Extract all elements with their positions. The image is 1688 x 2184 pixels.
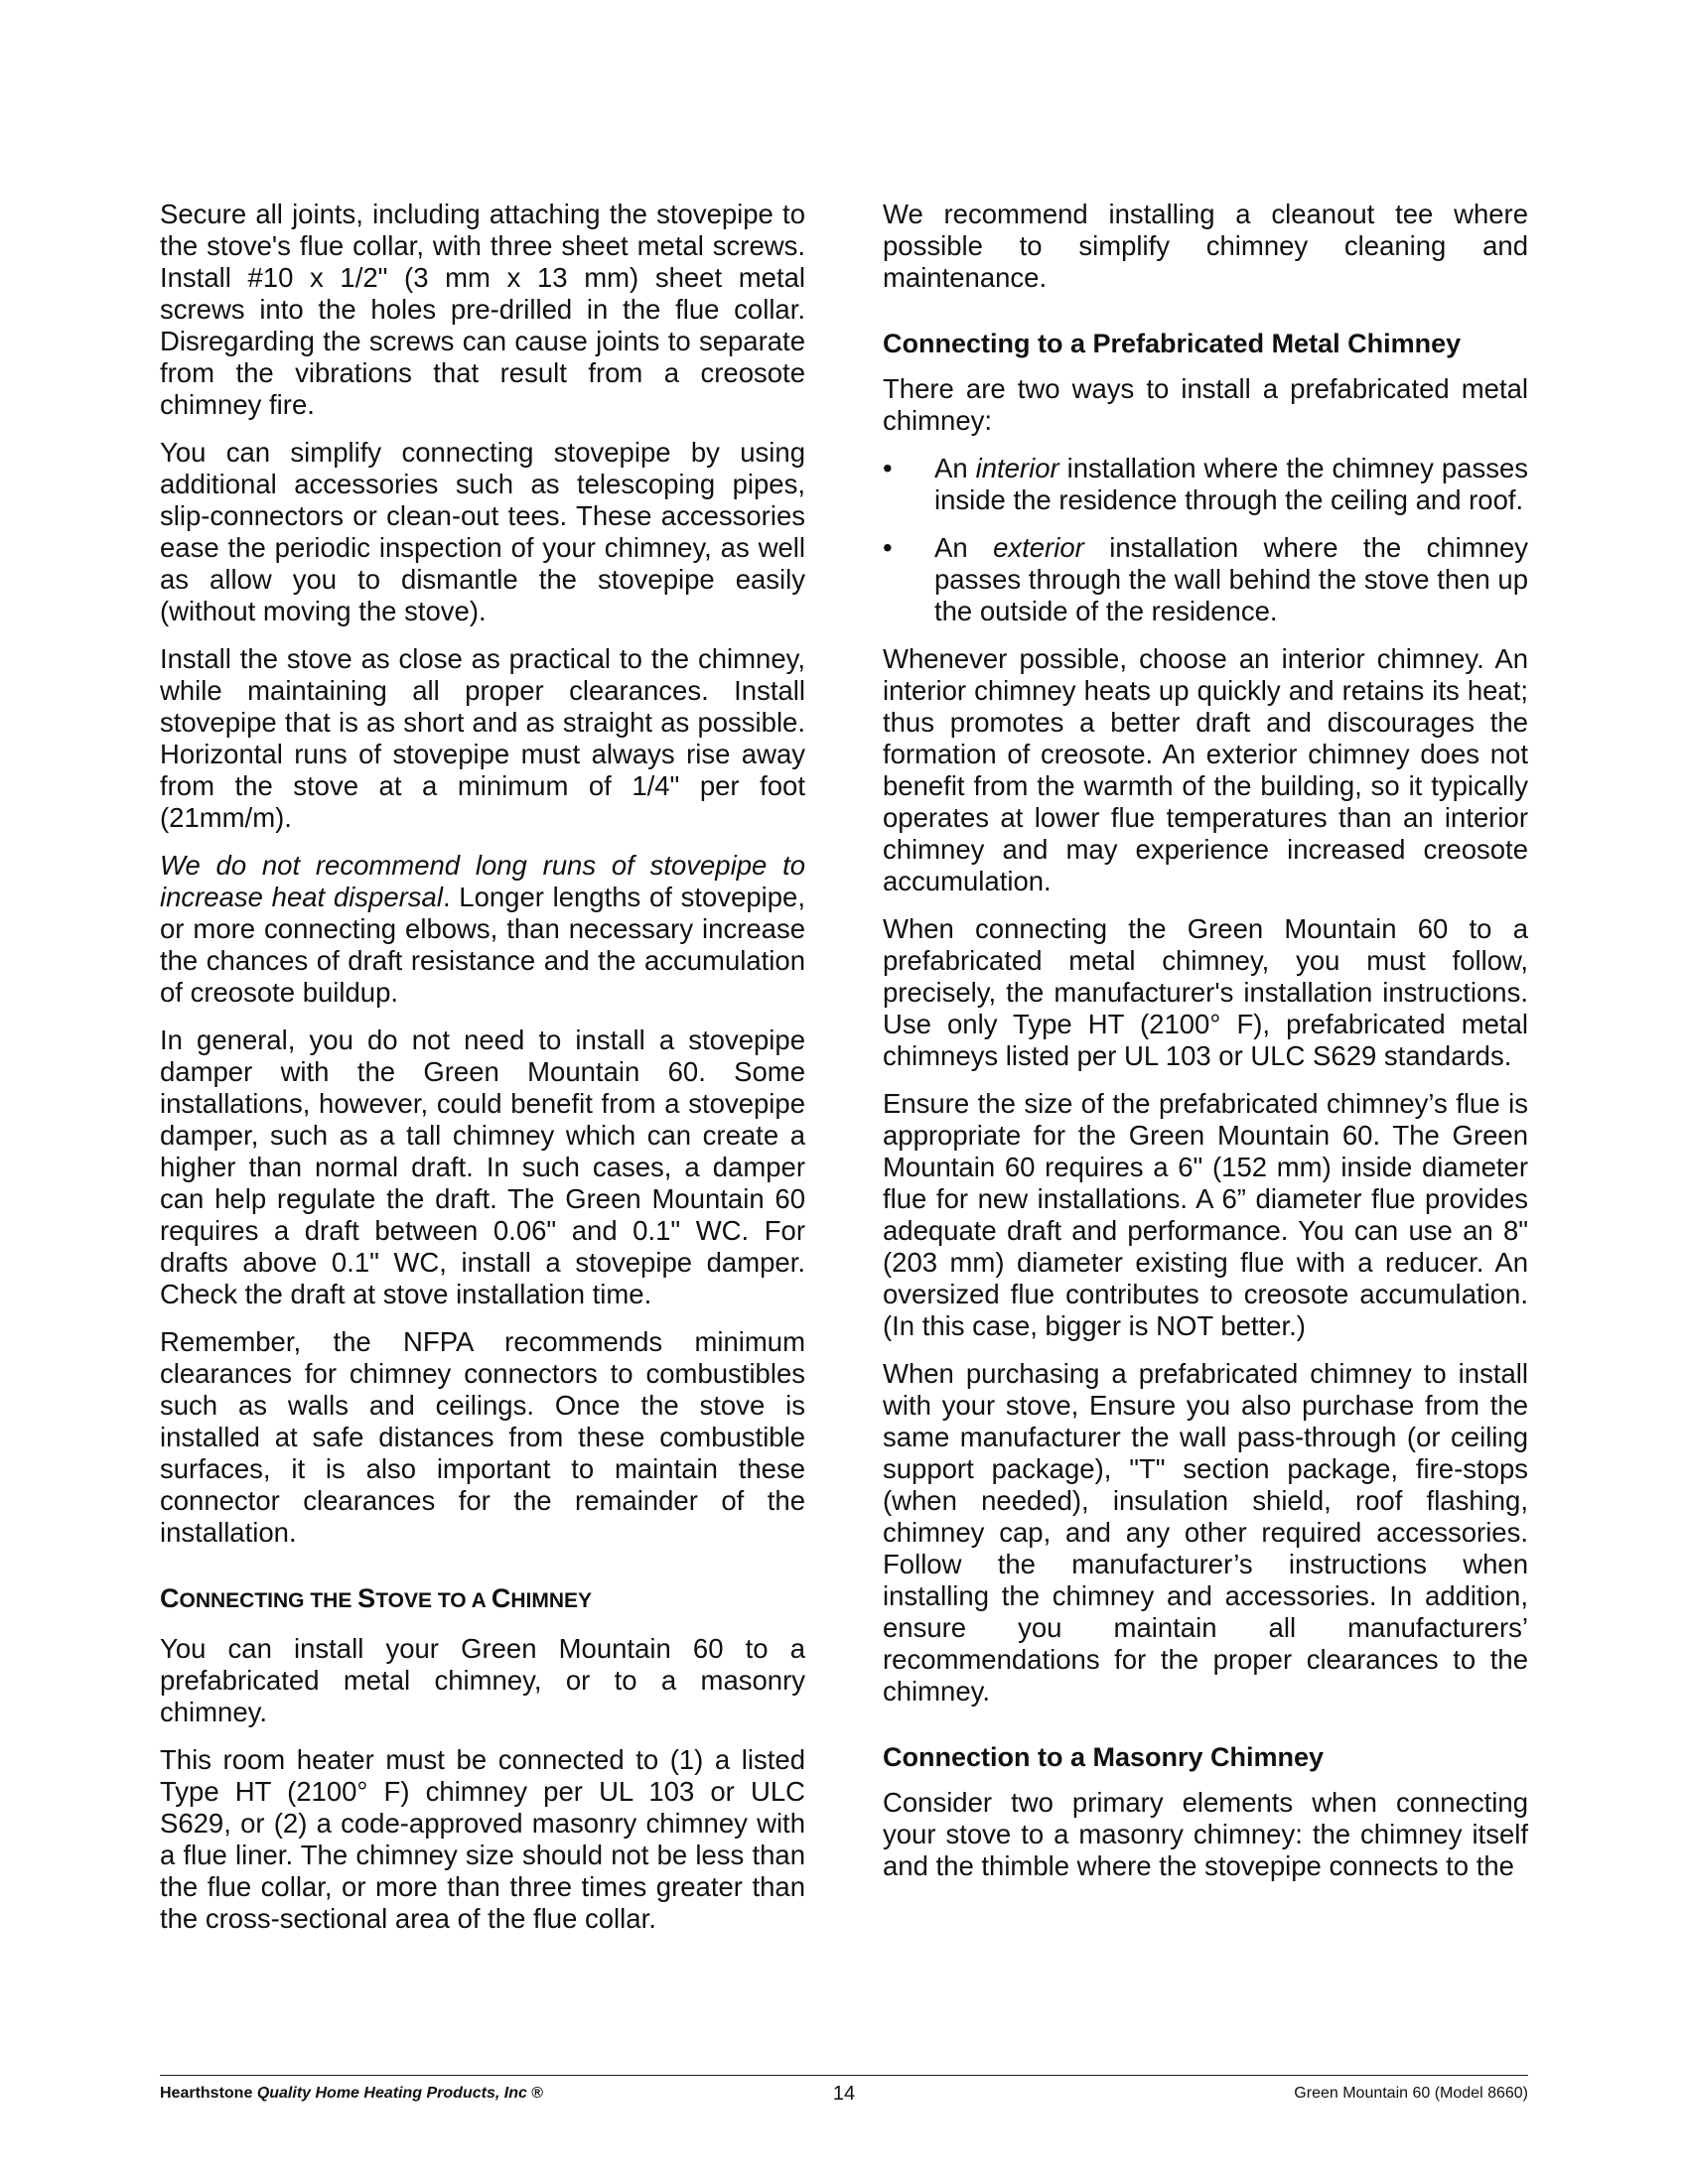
subsection-heading: Connecting to a Prefabricated Metal Chimney xyxy=(883,329,1462,358)
paragraph: When purchasing a prefabricated chimney to install with your stove, Ensure you also purchase from the same manufacturer the wall pass-through (or ceiling support package), "T" section package, fire-stops (when needed), insulation shield, roof flashing, chimney cap, and any other required accessories. Follow the manufacturer’s instructions when installing the chimney and accessories. In addition, ensure you maintain all manufacturers’ recommendations for the proper clearances to the chimney. xyxy=(883,1358,1528,1706)
heading-cap: S xyxy=(357,1583,376,1613)
left-column xyxy=(160,199,805,1951)
list-item xyxy=(883,453,1528,516)
section-heading xyxy=(160,1582,805,1617)
company-tagline: Quality Home Heating Products, Inc xyxy=(256,2085,527,2102)
paragraph xyxy=(160,850,805,1009)
page-footer xyxy=(160,2081,1528,2107)
paragraph: We recommend installing a cleanout tee where possible to simplify chimney cleaning and maintenance. xyxy=(883,199,1528,293)
paragraph: Remember, the NFPA recommends minimum clearances for chimney connectors to combustibles such as walls and ceilings. Once the stove is installed at safe distances from these combustible surfaces, it is also important to maintain these connector clearances for the remainder of the installation. xyxy=(160,1326,805,1548)
list-item-text: installation where the chimney passes through the wall behind the stove then up the outside of the residence. xyxy=(934,532,1528,626)
footer-divider xyxy=(160,2075,1528,2076)
paragraph: Secure all joints, including attaching the stovepipe to the stove's flue collar, with three sheet metal screws. Install #10 x 1/2" (3 mm x 13 mm) sheet metal screws into the holes pre-drilled in the flue collar. Disregarding the screws can cause joints to separate from the vibrations that result from a creosote chimney fire. xyxy=(160,199,805,420)
heading-small-caps: ONNECTING THE xyxy=(179,1589,358,1612)
paragraph-text: . Longer lengths of stovepipe, or more connecting elbows, than necessary increase the chances of draft resistance and the accumulation of creosote buildup. xyxy=(160,882,805,1008)
paragraph: There are two ways to install a prefabricated metal chimney: xyxy=(883,373,1528,436)
paragraph: When connecting the Green Mountain 60 to a prefabricated metal chimney, you must follow, precisely, the manufacturer's installation instructions. Use only Type HT (2100° F), prefabricated metal chimneys listed per UL 103 or ULC S629 standards. xyxy=(883,913,1528,1071)
subsection-heading: Connection to a Masonry Chimney xyxy=(883,1742,1325,1772)
paragraph: You can simplify connecting stovepipe by using additional accessories such as telescoping pipes, slip-connectors or clean-out tees. These accessories ease the periodic inspection of your chimney, as well as allow you to dismantle the stovepipe easily (without moving the stove). xyxy=(160,437,805,626)
paragraph: Ensure the size of the prefabricated chimney’s flue is appropriate for the Green Mountain 60. The Green Mountain 60 requires a 6" (152 mm) inside diameter flue for new installations. A 6” diameter flue provides adequate draft and performance. You can use an 8" (203 mm) diameter existing flue with a reducer. An oversized flue contributes to creosote accumulation. (In this case, bigger is NOT better.) xyxy=(883,1088,1528,1341)
bullet-icon: • xyxy=(883,453,893,483)
registered-mark: ® xyxy=(526,2085,544,2102)
list-item-text: An xyxy=(934,453,976,483)
bullet-icon: • xyxy=(883,532,893,563)
paragraph: Consider two primary elements when connecting your stove to a masonry chimney: the chimney itself and the thimble where the stovepipe connects to the xyxy=(883,1787,1528,1881)
paragraph: Install the stove as close as practical to the chimney, while maintaining all proper clearances. Install stovepipe that is as short and as straight as possible. Horizontal runs of stovepipe must always rise away from the stove at a minimum of 1/4" per foot (21mm/m). xyxy=(160,643,805,833)
right-column xyxy=(883,199,1528,1898)
heading-cap: C xyxy=(491,1583,511,1613)
paragraph: Whenever possible, choose an interior chimney. An interior chimney heats up quickly and retains its heat; thus promotes a better draft and discourages the formation of creosote. An exterior chimney does not benefit from the warmth of the building, so it typically operates at lower flue temperatures than an interior chimney and may experience increased creosote accumulation. xyxy=(883,643,1528,896)
heading-cap: C xyxy=(160,1583,180,1613)
paragraph: In general, you do not need to install a stovepipe damper with the Green Mountain 60. Some installations, however, could benefit from a stovepipe damper, such as a tall chimney which can create a higher than normal draft. In such cases, a damper can help regulate the draft. The Green Mountain 60 requires a draft between 0.06" and 0.1" WC. For drafts above 0.1" WC, install a stovepipe damper. Check the draft at stove installation time. xyxy=(160,1024,805,1309)
list-item-text: installation where the chimney passes inside the residence through the ceiling and roof. xyxy=(934,453,1528,515)
list-item-text: An xyxy=(934,532,994,563)
italic-text: exterior xyxy=(993,532,1084,563)
bullet-list xyxy=(883,453,1528,627)
footer-model: Green Mountain 60 (Model 8660) xyxy=(1294,2085,1528,2102)
heading-small-caps: HIMNEY xyxy=(510,1589,593,1612)
page-number: 14 xyxy=(832,2083,856,2105)
paragraph: This room heater must be connected to (1) a listed Type HT (2100° F) chimney per UL 103 or ULC S629, or (2) a code-approved masonry chimney with a flue liner. The chimney size should not be less than the flue collar, or more than three times greater than the cross-sectional area of the flue collar. xyxy=(160,1744,805,1934)
paragraph: You can install your Green Mountain 60 to a prefabricated metal chimney, or to a masonry chimney. xyxy=(160,1633,805,1727)
italic-text: We do not recommend long runs of stovepipe to increase heat dispersal xyxy=(160,850,805,912)
company-name: Hearthstone xyxy=(160,2085,253,2102)
heading-small-caps: TOVE TO A xyxy=(375,1589,492,1612)
italic-text: interior xyxy=(975,453,1059,483)
list-item xyxy=(883,532,1528,627)
